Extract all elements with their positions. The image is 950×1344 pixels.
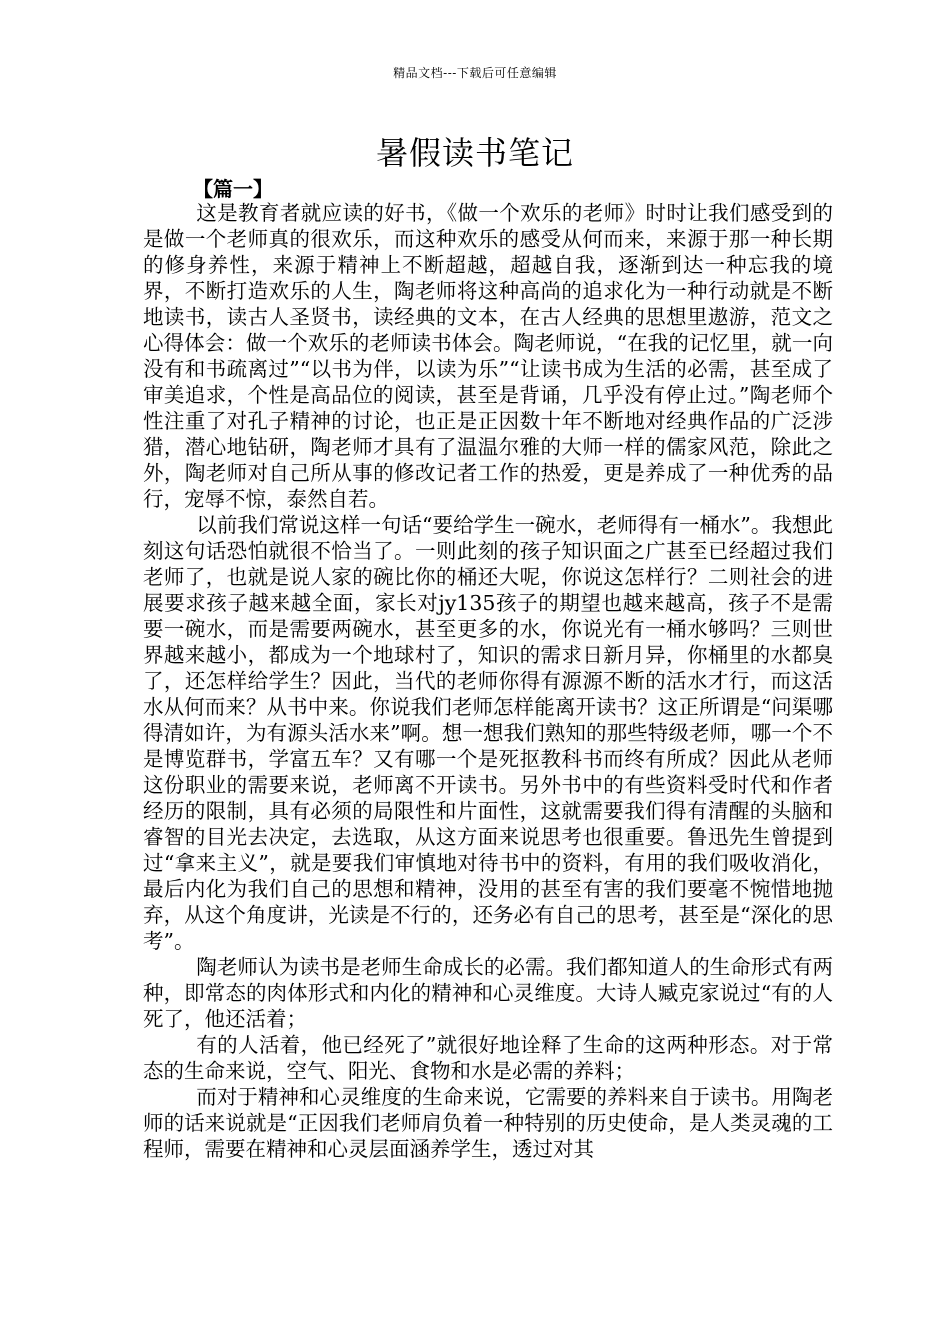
- paragraph: 陶老师认为读书是老师生命成长的必需。我们都知道人的生命形式有两种，即常态的肉体形式和内化的精神和心灵维度。大诗人臧克家说过“有的人死了，他还活着；: [143, 955, 833, 1031]
- page-header: 精品文档---下载后可任意编辑: [393, 66, 557, 80]
- document-title: 暑假读书笔记: [375, 134, 574, 172]
- paragraph: 这是教育者就应读的好书，《做一个欢乐的老师》时时让我们感受到的是做一个老师真的很欢乐，而这种欢乐的感受从何而来，来源于那一种长期的修身养性，来源于精神上不断超越，超越自我，逐渐到达一种忘我的境界，不断打造欢乐的人生，陶老师将这种高尚的追求化为一种行动就是不断地读书，读古人圣贤书，读经典的文本，在古人经典的思想里遨游，范文之心得体会：做一个欢乐的老师读书体会。陶老师说，“在我的记忆里，就一向没有和书疏离过”“以书为伴，以读为乐”“让读书成为生活的必需，甚至成了审美追求，个性是高品位的阅读，甚至是背诵，几乎没有停止过。”陶老师个性注重了对孔子精神的讨论，也正是正因数十年不断地对经典作品的广泛涉猎，潜心地钻研，陶老师才具有了温温尔雅的大师一样的儒家风范，除此之外，陶老师对自己所从事的修改记者工作的热爱，更是养成了一种优秀的品行，宠辱不惊，泰然自若。: [143, 201, 833, 511]
- section-heading: 【篇一】: [193, 177, 273, 201]
- paragraph: 而对于精神和心灵维度的生命来说，它需要的养料来自于读书。用陶老师的话来说就是“正因我们老师肩负着一种特别的历史使命，是人类灵魂的工程师，需要在精神和心灵层面涵养学生，透过对其: [143, 1085, 833, 1161]
- paragraph: 以前我们常说这样一句话“要给学生一碗水，老师得有一桶水”。我想此刻这句话恐怕就很不恰当了。一则此刻的孩子知识面之广甚至已经超过我们老师了，也就是说人家的碗比你的桶还大呢，你说这怎样行？二则社会的进展要求孩子越来越全面，家长对jy135孩子的期望也越来越高，孩子不是需要一碗水，而是需要两碗水，甚至更多的水，你说光有一桶水够吗？三则世界越来越小，都成为一个地球村了，知识的需求日新月异，你桶里的水都臭了，还怎样给学生？因此，当代的老师你得有源源不断的活水才行，而这活水从何而来？从书中来。你说我们老师怎样能离开读书？这正所谓是“问渠哪得清如许，为有源头活水来”啊。想一想我们熟知的那些特级老师，哪一个不是博览群书，学富五车？又有哪一个是死抠教科书而终有所成？因此从老师这份职业的需要来说，老师离不开读书。另外书中的有些资料受时代和作者经历的限制，具有必须的局限性和片面性，这就需要我们得有清醒的头脑和睿智的目光去决定，去选取，从这方面来说思考也很重要。鲁迅先生曾提到过“拿来主义”，就是要我们审慎地对待书中的资料，有用的我们吸收消化，最后内化为我们自己的思想和精神，没用的甚至有害的我们要毫不惋惜地抛弃，从这个角度讲，光读是不行的，还务必有自己的思考，甚至是“深化的思考”。: [143, 513, 833, 953]
- body-text: [143, 200, 833, 1162]
- paragraph: 有的人活着，他已经死了”就很好地诠释了生命的这两种形态。对于常态的生命来说，空气、阳光、食物和水是必需的养料；: [143, 1033, 833, 1083]
